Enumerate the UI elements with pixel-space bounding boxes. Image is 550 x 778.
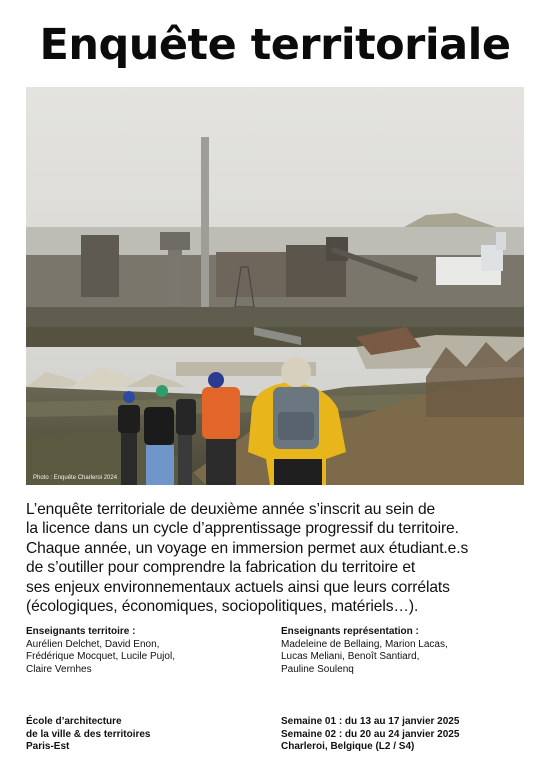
intro-line: la licence dans un cycle d’apprentissage progressif du territoire. xyxy=(26,520,459,538)
intro-line: L’enquête territoriale de deuxième année s’inscrit au sein de xyxy=(26,501,436,518)
school-name xyxy=(26,716,151,754)
school-line: École d’architecture xyxy=(26,716,122,727)
teachers-territory-line: Frédérique Mocquet, Lucile Pujol, xyxy=(26,651,175,662)
teachers-territory-line: Aurélien Delchet, David Enon, xyxy=(26,638,160,650)
intro-line: ses enjeux environnementaux actuels ainsi que leurs corrélats xyxy=(26,578,450,596)
teachers-territory-line: Claire Vernhes xyxy=(26,663,92,675)
intro-line: Chaque année, un voyage en immersion permet aux étudiant.e.s xyxy=(26,539,469,557)
teachers-territory-heading: Enseignants territoire : xyxy=(26,626,136,637)
schedule-line: Semaine 01 : du 13 au 17 janvier 2025 xyxy=(281,716,460,727)
schedule xyxy=(281,716,459,754)
intro-paragraph xyxy=(26,500,530,616)
teachers-representation-line: Pauline Soulenq xyxy=(281,663,354,675)
photo-credit: Photo : Enquête Charleroi 2024 xyxy=(33,475,118,481)
intro-line: de s’outiller pour comprendre la fabrication du territoire et xyxy=(26,559,416,577)
intro-line: (écologiques, économiques, sociopolitiques, matériels…). xyxy=(26,598,419,616)
teachers-representation-line: Lucas Meliani, Benoît Santiard, xyxy=(281,651,420,662)
school-line: de la ville & des territoires xyxy=(26,728,151,740)
school-line: Paris-Est xyxy=(26,741,70,752)
teachers-representation-heading: Enseignants représentation : xyxy=(281,626,419,637)
schedule-line: Semaine 02 : du 20 au 24 janvier 2025 xyxy=(281,728,460,740)
page-title: Enquête territoriale xyxy=(39,20,511,70)
schedule-line: Charleroi, Belgique (L2 / S4) xyxy=(281,741,415,752)
teachers-representation xyxy=(281,626,448,676)
teachers-representation-line: Madeleine de Bellaing, Marion Lacas, xyxy=(281,638,448,650)
industrial-landscape-illustration xyxy=(26,87,524,485)
photo-industrial-landscape xyxy=(26,87,524,485)
teachers-territory xyxy=(26,626,175,676)
